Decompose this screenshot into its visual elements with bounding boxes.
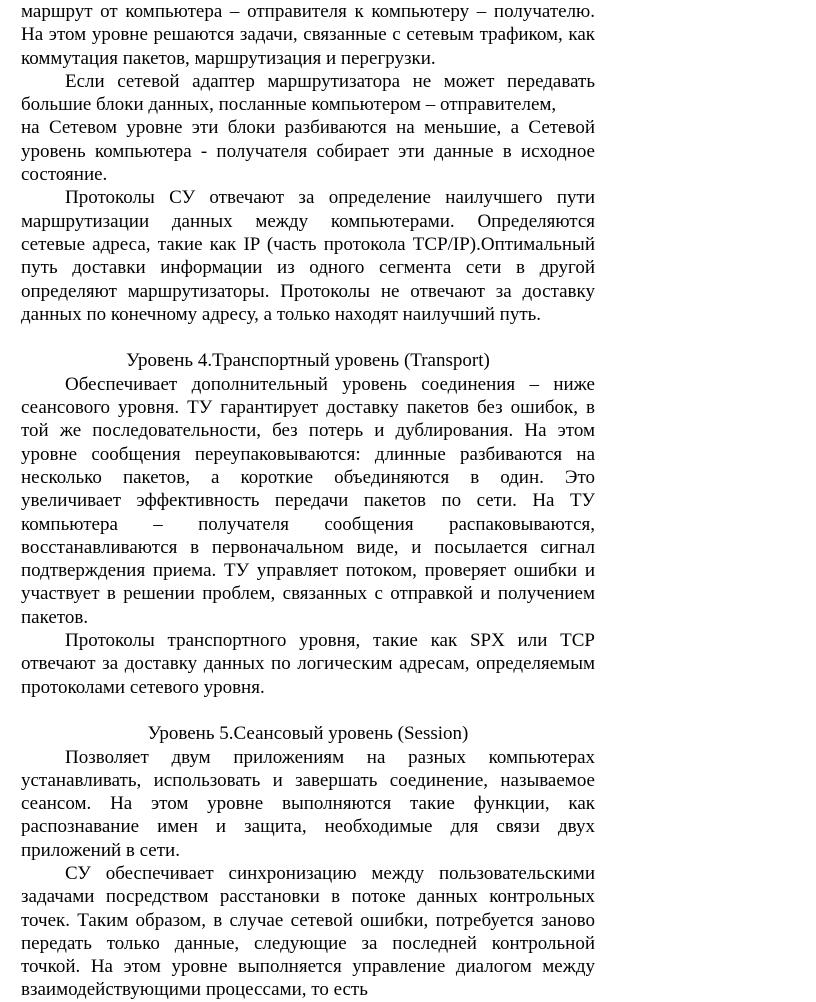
text-line: на Сетевом уровне эти блоки разбиваются на меньшие, а Сетевой xyxy=(21,117,595,139)
text-line: сетевые адреса, такие как IP (часть протокола TCP/IP).Оптимальный xyxy=(21,233,595,255)
text-line: передать только данные, следующие за последней контрольной xyxy=(21,932,595,954)
paragraph-session-description xyxy=(21,746,595,862)
text-line: уровне сообщения переупаковываются: длинные разбиваются на xyxy=(21,443,595,465)
text-line: несколько пакетов, а короткие объединяются в один. Это xyxy=(21,466,595,488)
text-line: Протоколы СУ отвечают за определение наилучшего пути xyxy=(65,187,595,209)
text-line: устанавливать, использовать и завершать соединение, называемое xyxy=(21,769,595,791)
text-line: протоколами сетевого уровня. xyxy=(21,676,265,698)
paragraph-transport-protocols xyxy=(21,629,595,699)
text-line: точкой. На этом уровне выполняется управление диалогом между xyxy=(21,956,595,978)
text-line: участвует в решении проблем, связанных с отправкой и получением xyxy=(21,583,595,605)
paragraph-network-tasks xyxy=(21,0,595,70)
text-line: сеансом. На этом уровне выполняются такие функции, как xyxy=(21,793,595,815)
text-line: отвечают за доставку данных по логическим адресам, определяемым xyxy=(21,653,595,675)
heading-transport-level: Уровень 4.Транспортный уровень (Transport) xyxy=(126,350,490,372)
paragraph-session-sync xyxy=(21,862,595,1002)
text-line: данных по конечному адресу, а только находят наилучший путь. xyxy=(21,303,542,325)
text-line: приложений в сети. xyxy=(21,839,180,861)
text-line: состояние. xyxy=(21,164,108,186)
document-text xyxy=(21,0,595,1002)
text-line: задачами посредством расстановки в потоке данных контрольных xyxy=(21,886,595,908)
paragraph-transport-description xyxy=(21,373,595,629)
text-line: компьютера – получателя сообщения распаковываются, xyxy=(21,513,595,535)
paragraph-network-adapter xyxy=(21,70,595,186)
text-line: путь доставки информации из одного сегмента сети в другой xyxy=(21,257,595,279)
text-line: пакетов. xyxy=(21,606,89,628)
text-line: коммутация пакетов, маршрутизация и перегрузки. xyxy=(21,47,436,69)
heading-session-level: Уровень 5.Сеансовый уровень (Session) xyxy=(147,723,469,745)
text-line: точек. Таким образом, в случае сетевой ошибки, потребуется заново xyxy=(21,909,595,931)
paragraph-network-protocols xyxy=(21,186,595,326)
text-line: взаимодействующими процессами, то есть xyxy=(21,979,368,1001)
text-line: маршрутизации данных между компьютерами. Определяются xyxy=(21,210,595,232)
text-line: определяют маршрутизаторы. Протоколы не отвечают за доставку xyxy=(21,280,595,302)
text-line: маршрут от компьютера – отправителя к компьютеру – получателю. xyxy=(21,1,595,22)
text-line: Протоколы транспортного уровня, такие как SPX или TCP xyxy=(65,630,595,652)
text-line: уровень компьютера - получателя собирает эти данные в исходное xyxy=(21,140,595,162)
text-line: увеличивает эффективность передачи пакетов по сети. На ТУ xyxy=(21,490,595,512)
blank-line xyxy=(21,326,595,349)
text-line: распознавание имен и защита, необходимые для связи двух xyxy=(21,816,595,838)
text-line: подтверждения приема. ТУ управляет потоком, проверяет ошибки и xyxy=(21,560,595,582)
text-line: восстанавливаются в первоначальном виде, и посылается сигнал xyxy=(21,536,595,558)
blank-line xyxy=(21,699,595,722)
text-line: сеансового уровня. ТУ гарантирует доставку пакетов без ошибок, в xyxy=(21,397,595,419)
text-line: СУ обеспечивает синхронизацию между пользовательскими xyxy=(65,862,595,884)
text-line: Если сетевой адаптер маршрутизатора не может передавать xyxy=(65,70,595,92)
text-line: большие блоки данных, посланные компьютером – отправителем, xyxy=(21,94,557,116)
text-line: На этом уровне решаются задачи, связанные с сетевым трафиком, как xyxy=(21,24,595,46)
text-line: Обеспечивает дополнительный уровень соединения – ниже xyxy=(65,373,595,395)
text-line: той же последовательности, без потерь и дублирования. На этом xyxy=(21,420,595,442)
text-line: Позволяет двум приложениям на разных компьютерах xyxy=(65,746,595,768)
